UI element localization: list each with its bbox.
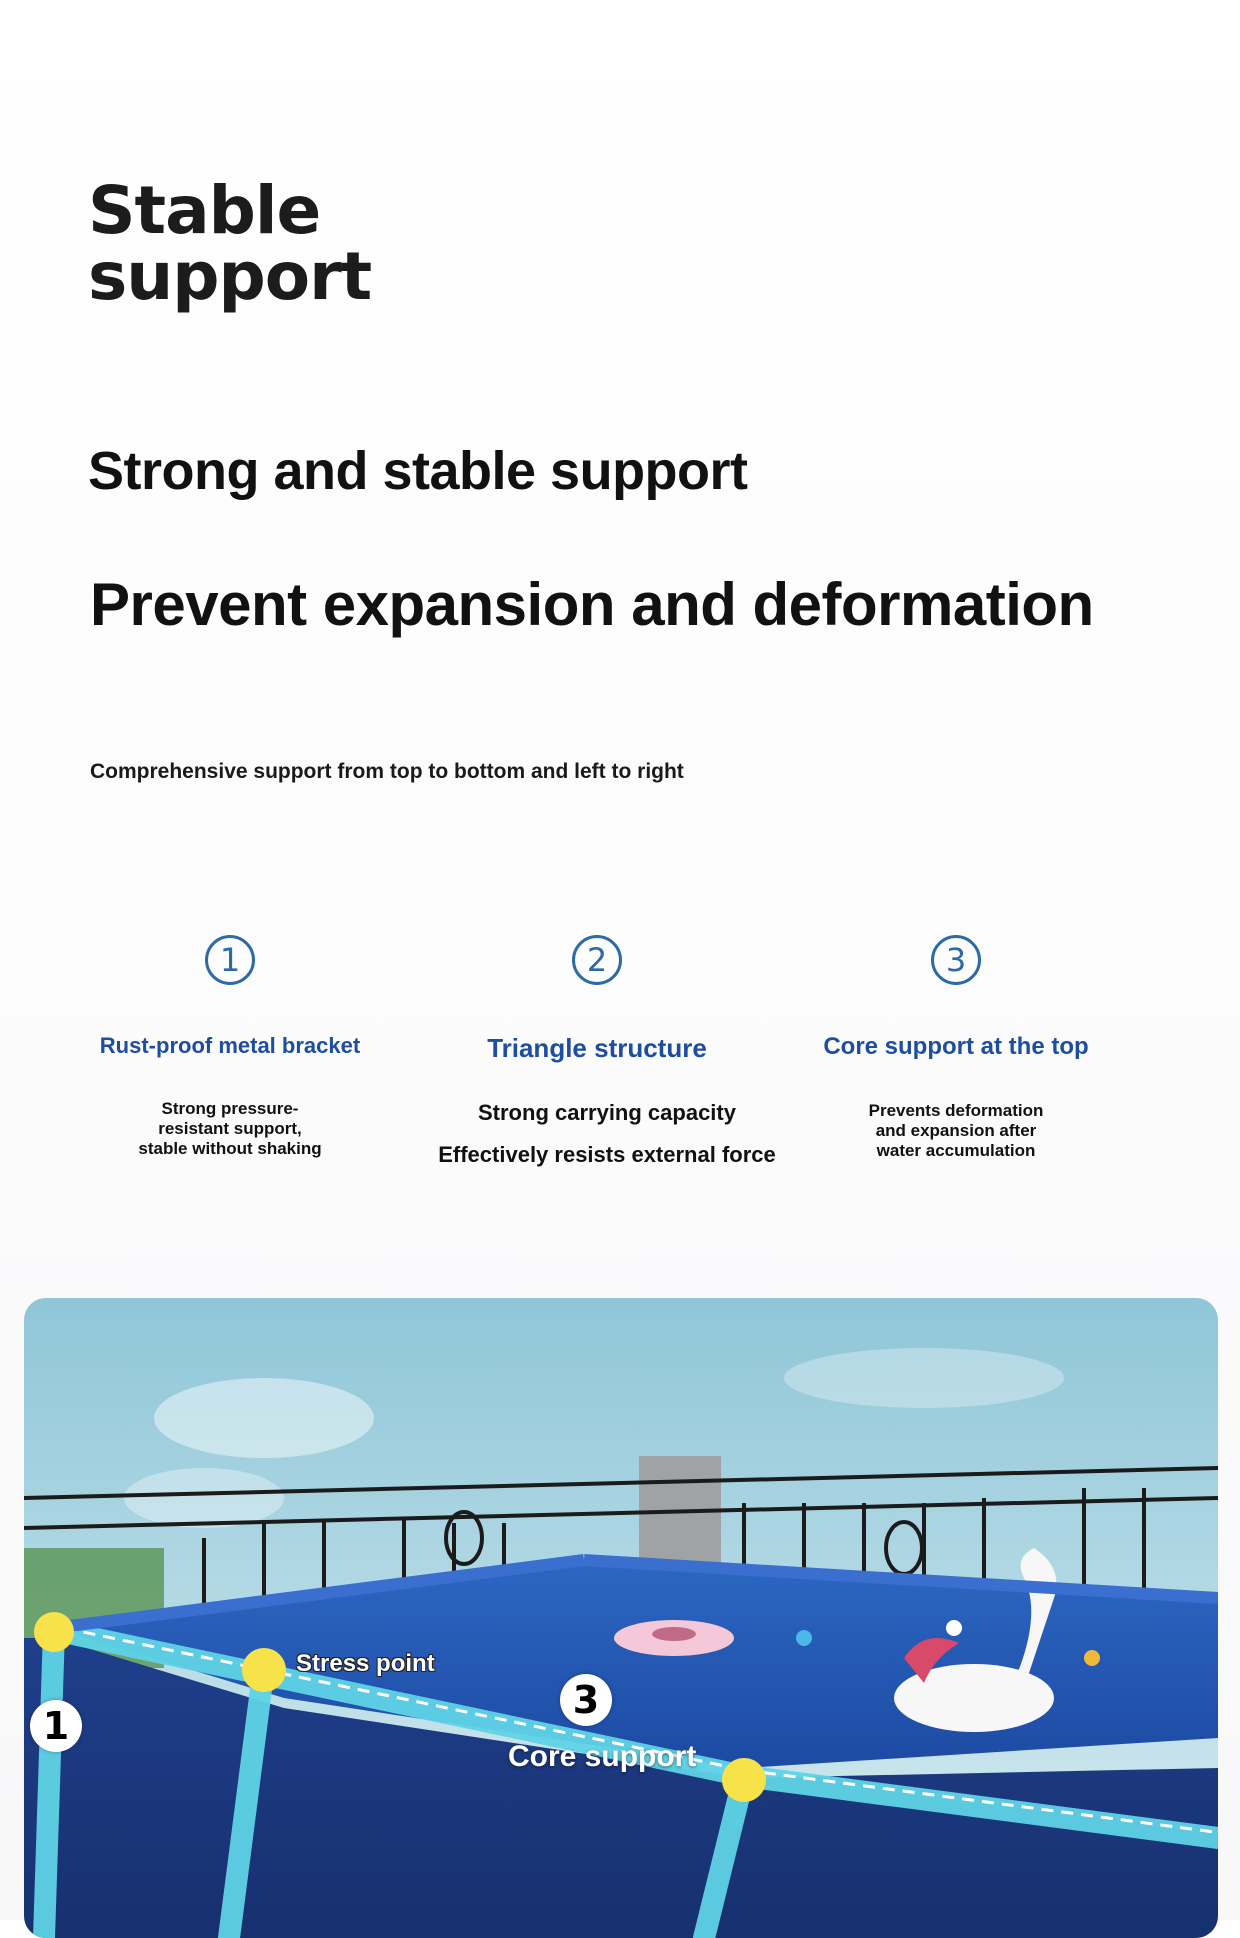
feature-number-badge: 2 <box>572 935 622 985</box>
feature-title: Rust-proof metal bracket <box>99 1033 361 1058</box>
subheadline: Prevent expansion and deformation <box>90 571 1094 638</box>
pool-product-image <box>24 1298 1218 1938</box>
feature-title: Triangle structure <box>487 1033 707 1063</box>
feature-rust-proof <box>40 935 420 1159</box>
brand-line-2: support <box>88 238 372 315</box>
feature-number-badge: 1 <box>205 935 255 985</box>
feature-core-support <box>766 935 1146 1161</box>
core-support-label: Core support <box>508 1740 697 1773</box>
feature-description: Strong pressure- resistant support, stable without shaking <box>138 1099 322 1158</box>
image-badge-3: 3 <box>560 1674 612 1726</box>
stress-point-label: Stress point <box>296 1650 435 1677</box>
tagline: Comprehensive support from top to bottom and left to right <box>90 760 684 783</box>
feature-description: Prevents deformation and expansion after water accumulation <box>868 1101 1044 1160</box>
brand-logo <box>88 172 372 315</box>
feature-description: Strong carrying capacity Effectively resists external force <box>438 1100 776 1167</box>
feature-triangle <box>407 935 787 1176</box>
headline: Strong and stable support <box>88 441 748 501</box>
feature-number-badge: 3 <box>931 935 981 985</box>
brand-line-1: Stable <box>88 172 321 249</box>
image-badge-1: 1 <box>30 1700 82 1752</box>
feature-title: Core support at the top <box>823 1033 1089 1060</box>
